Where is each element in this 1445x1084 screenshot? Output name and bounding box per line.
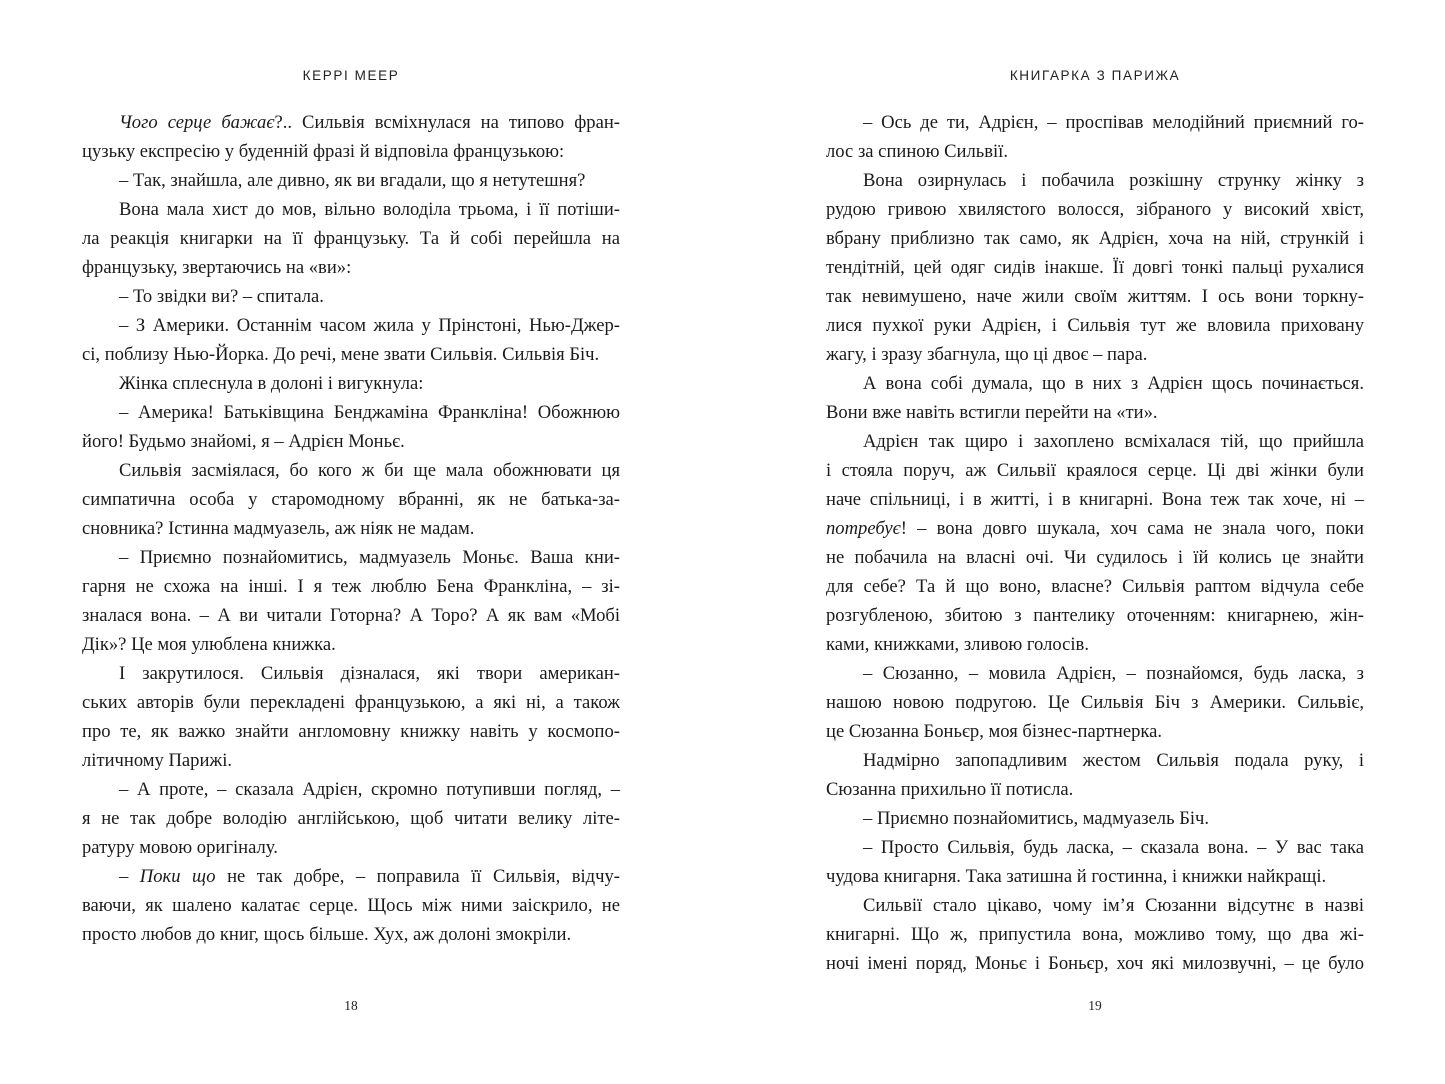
text-line [82,340,620,369]
text-line [82,804,620,833]
text-line [826,108,1364,137]
text-line [826,659,1364,688]
text-line [82,137,620,166]
text-run: – Америка! Батьківщина Бенджаміна Франкліна! Обожнюю [119,402,620,423]
text-line [82,282,620,311]
text-line [826,920,1364,949]
text-line [826,543,1364,572]
text-run: його! Будьмо знайомі, я – Адрієн Моньє. [82,431,405,452]
text-run: не побачила на власні очі. Чи судилось і їй колись це знайти [826,547,1364,568]
text-line [826,398,1364,427]
text-line [82,746,620,775]
text-run: – Приємно познайомитись, мадмуазель Біч. [863,808,1210,829]
text-line [82,601,620,630]
right-page [826,0,1364,1084]
italic-run: потребує [826,518,901,539]
text-run: Вона мала хист до мов, вільно володіла трьома, і її потіши- [119,199,620,220]
text-line [82,775,620,804]
text-line [82,688,620,717]
text-line [826,688,1364,717]
text-run: французьку, звертаючись на «ви»: [82,257,352,278]
text-run: ?.. Сильвія всміхнулася на типово фран- [274,112,620,133]
text-line [826,862,1364,891]
text-line [826,166,1364,195]
text-run: не так добре, – поправила її Сильвія, відчу- [215,866,620,887]
italic-run: Чого серце бажає [119,112,275,133]
text-line [82,311,620,340]
text-run: ваючи, як шалено калатає серце. Щось між ними заіскрило, не [82,895,620,916]
text-line [826,282,1364,311]
text-line [826,427,1364,456]
text-run: – А проте, – сказала Адрієн, скромно потупивши погляд, – [119,779,620,800]
text-line [826,456,1364,485]
text-line [82,427,620,456]
text-run: це Сюзанна Боньєр, моя бізнес-партнерка. [826,721,1163,742]
text-run: ками, книжками, зливою голосів. [826,634,1089,655]
text-run: ночі імені поряд, Моньє і Боньєр, хоч які милозвучні, – це було [826,953,1364,974]
text-run: лос за спиною Сильвії. [826,141,1008,162]
text-line [82,224,620,253]
left-page-text [82,108,620,949]
text-run: книгарні. Що ж, припустила вона, можливо тому, що два жі- [826,924,1364,945]
text-run: нашою новою подругою. Це Сильвія Біч з Америки. Сильвіє, [826,692,1364,713]
text-run: І закрутилося. Сильвія дізналася, які твори американ- [119,663,620,684]
text-line [82,456,620,485]
text-run: про те, як важко знайти англомовну книжку навіть у космопо- [82,721,620,742]
text-run: зналася вона. – А ви читали Готорна? А Торо? А як вам «Мобі [82,605,620,626]
right-page-text [826,108,1364,978]
text-line [82,862,620,891]
text-run: Сюзанна прихильно її потисла. [826,779,1074,800]
text-line [826,311,1364,340]
text-run: – Сюзанно, – мовила Адрієн, – познайомся, будь ласка, з [863,663,1364,684]
running-head-title: КНИГАРКА З ПАРИЖА [1009,68,1181,83]
text-line [826,775,1364,804]
text-run: Сильвія засміялася, бо кого ж би ще мала обожнювати ця [119,460,620,481]
text-line [82,833,620,862]
text-run: Жінка сплеснула в долоні і вигукнула: [119,373,424,394]
text-run: вбрану приблизно так само, як Адрієн, хоча на ній, стрункій і [826,228,1364,249]
text-run: Адрієн так щиро і захоплено всміхалася тій, що прийшла [863,431,1364,452]
text-run: – Ось де ти, Адрієн, – проспівав мелодійний приємний го- [863,112,1364,133]
running-head-author: КЕРРІ МЕЕР [302,68,400,83]
text-run: Сильвії стало цікаво, чому ім’я Сюзанни відсутнє в назві [863,895,1364,916]
text-line [82,920,620,949]
text-line [82,543,620,572]
text-line [826,630,1364,659]
text-line [826,195,1364,224]
text-line [82,398,620,427]
text-run: цузьку експресію у буденній фразі й відповіла французькою: [82,141,565,162]
text-line [82,485,620,514]
text-run: Надмірно запопадливим жестом Сильвія подала руку, і [863,750,1364,771]
text-run: лися пухкої руки Адрієн, і Сильвія тут же вловила приховану [826,315,1364,336]
text-line [82,108,620,137]
text-line [826,833,1364,862]
text-run: я не так добре володію англійською, щоб читати велику літе- [82,808,620,829]
text-run: сновника? Істинна мадмуазель, аж ніяк не мадам. [82,518,475,539]
text-run: літичному Парижі. [82,750,233,771]
italic-run: Поки що [139,866,216,887]
text-line [826,717,1364,746]
text-line [826,746,1364,775]
text-line [82,369,620,398]
left-page [82,0,620,1084]
text-line [82,514,620,543]
text-line [82,195,620,224]
text-run: для себе? Та й що воно, власне? Сильвія раптом відчула себе [826,576,1364,597]
text-run: ських авторів були перекладені французькою, а які ні, а також [82,692,620,713]
text-line [82,572,620,601]
text-line [826,253,1364,282]
text-run: так невимушено, наче жили своїм життям. І ось вони торкну- [826,286,1364,307]
text-run: ла реакція книгарки на її французьку. Та й собі перейшла на [82,228,620,249]
text-run: симпатична особа у старомодному вбранні, як не батька-за- [82,489,620,510]
text-run: просто любов до книг, щось більше. Хух, аж долоні змокріли. [82,924,572,945]
text-line [826,601,1364,630]
text-line [826,485,1364,514]
text-run: Вони вже навіть встигли перейти на «ти». [826,402,1158,423]
text-run: чудова книгарня. Така затишна й гостинна, і книжки найкращі. [826,866,1327,887]
text-line [826,224,1364,253]
text-run: – [119,866,140,887]
text-run: – З Америки. Останнім часом жила у Прінстоні, Нью-Джер- [119,315,620,336]
text-line [826,340,1364,369]
text-run: Дік»? Це моя улюблена книжка. [82,634,336,655]
text-run: А вона собі думала, що в них з Адрієн щось починається. [863,373,1364,394]
text-line [82,253,620,282]
text-line [82,659,620,688]
text-run: і стояла поруч, аж Сильвії краялося серце. Ці дві жінки були [826,460,1364,481]
text-run: гарня не схожа на інші. І я теж люблю Бена Франкліна, – зі- [82,576,620,597]
text-run: – То звідки ви? – спитала. [119,286,324,307]
page-number-right: 19 [1088,998,1102,1013]
text-run: тендітній, цей одяг сидів інакше. Її довгі тонкі пальці рухалися [826,257,1364,278]
text-line [826,514,1364,543]
text-run: ратуру мовою оригіналу. [82,837,278,858]
text-line [826,369,1364,398]
page-number-left: 18 [344,998,358,1013]
text-run: сі, поблизу Нью-Йорка. До речі, мене звати Сильвія. Сильвія Біч. [82,344,600,365]
text-run: – Просто Сильвія, будь ласка, – сказала вона. – У вас така [863,837,1364,858]
text-line [82,630,620,659]
text-line [826,572,1364,601]
text-run: Вона озирнулась і побачила розкішну струнку жінку з [863,170,1364,191]
text-line [82,891,620,920]
text-run: розгубленою, збитою з пантелику оточенням: книгарнею, жін- [826,605,1364,626]
text-line [82,166,620,195]
text-line [826,891,1364,920]
text-line [826,137,1364,166]
text-run: ! – вона довго шукала, хоч сама не знала чого, поки [900,518,1364,539]
text-run: рудою гривою хвилястого волосся, зібраного у високий хвіст, [826,199,1364,220]
text-line [826,804,1364,833]
text-run: – Приємно познайомитись, мадмуазель Моньє. Ваша кни- [119,547,620,568]
text-line [82,717,620,746]
text-run: – Так, знайшла, але дивно, як ви вгадали, що я нетутешня? [119,170,586,191]
text-run: наче спільниці, і в житті, і в книгарні. Вона теж так хоче, ні – [826,489,1364,510]
text-run: жагу, і зразу збагнула, що ці двоє – пара. [826,344,1148,365]
text-line [826,949,1364,978]
